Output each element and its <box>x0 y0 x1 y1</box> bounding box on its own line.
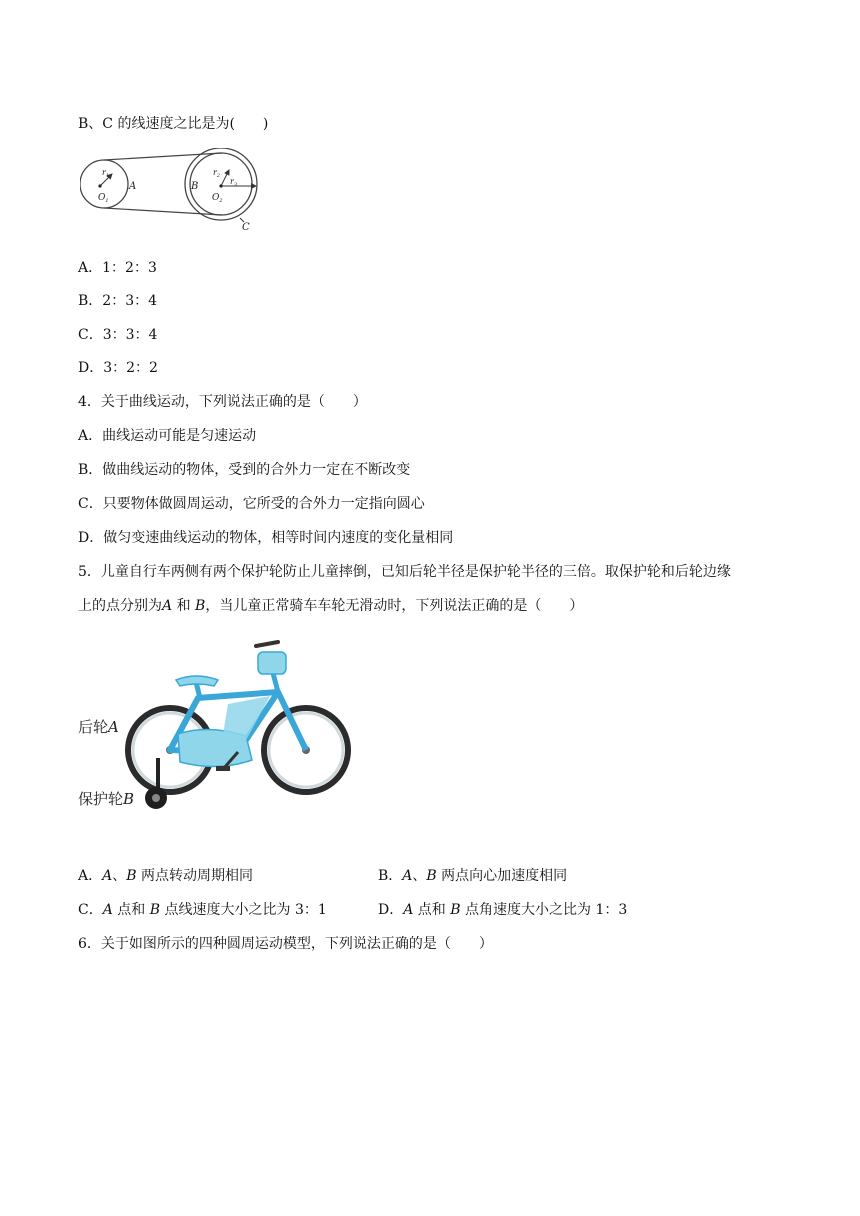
q3-stem-tail: B、C 的线速度之比是为( ) <box>78 116 269 132</box>
q5-stem-line1: 5．儿童自行车两侧有两个保护轮防止儿童摔倒，已知后轮半径是保护轮半径的三倍。取保护轮和后轮边缘 <box>78 564 731 580</box>
bike-seat <box>176 676 218 686</box>
q4-option-d: D．做匀变速曲线运动的物体，相等时间内速度的变化量相同 <box>78 530 454 546</box>
label-guard-wheel: 保护轮B <box>78 790 135 808</box>
label-r2: $r_2$ <box>213 168 221 179</box>
q4-option-b: B．做曲线运动的物体，受到的合外力一定在不断改变 <box>78 462 411 478</box>
q5-stem-line2: 上的点分别为A 和 B，当儿童正常骑车车轮无滑动时，下列说法正确的是（ ） <box>78 598 584 614</box>
bike-basket <box>258 652 286 674</box>
q3-option-c: C．3：3：4 <box>78 327 158 343</box>
label-B: B <box>191 181 199 192</box>
belt-pulley-figure <box>80 148 270 232</box>
q5-option-a: A．A、B 两点转动周期相同 <box>78 868 253 884</box>
q3-option-d: D．3：2：2 <box>78 360 158 376</box>
bicycle-figure <box>118 632 358 812</box>
q3-option-b: B．2：3：4 <box>78 293 158 309</box>
belt-top <box>104 153 222 160</box>
label-O2: $O_2$ <box>212 193 223 204</box>
q6-stem: 6．关于如图所示的四种圆周运动模型，下列说法正确的是（ ） <box>78 936 493 952</box>
q4-option-c: C．只要物体做圆周运动，它所受的合外力一定指向圆心 <box>78 496 425 512</box>
q5-option-c: C．A 点和 B 点线速度大小之比为 3：1 <box>78 902 327 918</box>
q3-option-a: A．1：2：3 <box>78 260 157 276</box>
belt-bottom <box>104 208 222 215</box>
large-wheel-inner <box>190 153 252 215</box>
radius-r2 <box>221 170 229 186</box>
q5-option-b: B．A、B 两点向心加速度相同 <box>378 868 568 884</box>
label-O1: $O_1$ <box>98 193 109 204</box>
label-C: C <box>242 222 250 232</box>
label-rear-wheel: 后轮A <box>78 718 119 736</box>
label-r3: $r_3$ <box>230 177 238 188</box>
label-r1: $r_1$ <box>102 168 110 179</box>
q4-option-a: A．曲线运动可能是匀速运动 <box>78 428 257 444</box>
q5-option-d: D．A 点和 B 点角速度大小之比为 1：3 <box>378 902 628 918</box>
label-A: A <box>129 181 137 192</box>
q4-stem: 4．关于曲线运动，下列说法正确的是（ ） <box>78 394 367 410</box>
